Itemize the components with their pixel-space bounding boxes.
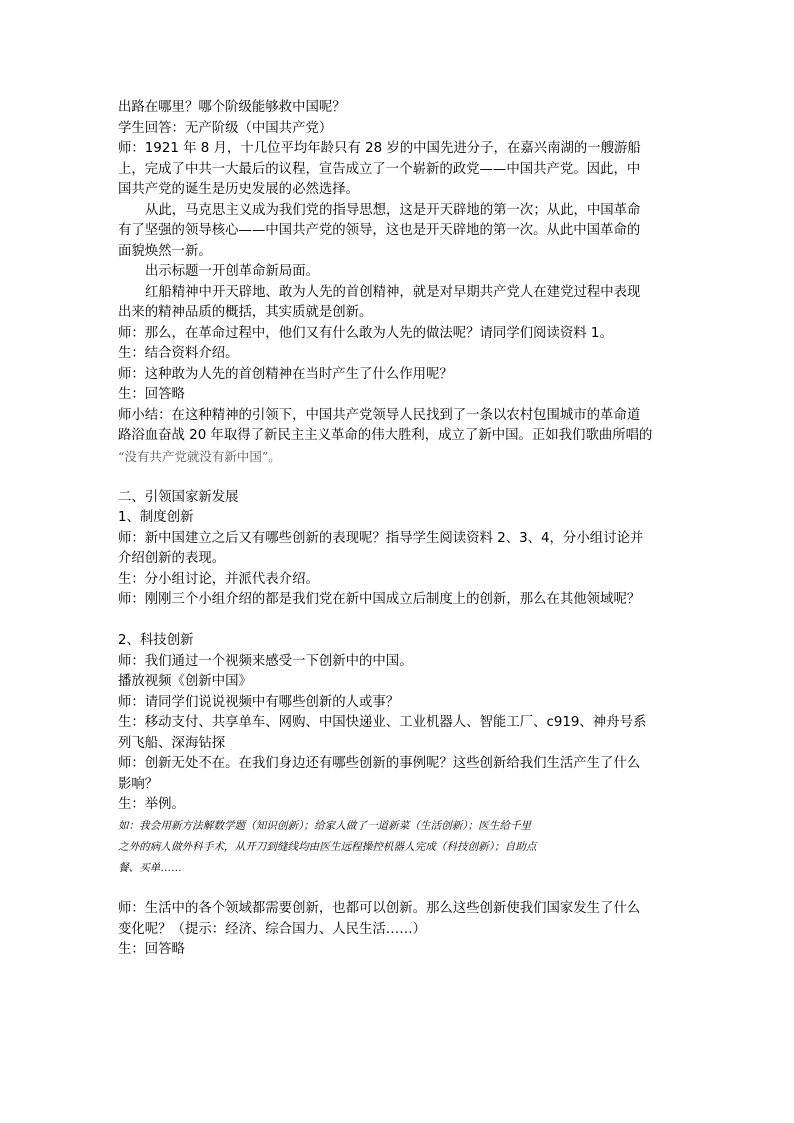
- text-line: 介绍创新的表现。: [118, 551, 226, 566]
- text-line: 师：新中国建立之后又有哪些创新的表现呢？指导学生阅读资料 2、3、4，分小组讨论并: [118, 530, 644, 546]
- text-line: 师：1921 年 8 月，十几位平均年龄只有 28 岁的中国先进分子，在嘉兴南湖的一艘游船: [118, 141, 641, 156]
- text-line: 学生回答：无产阶级（中国共产党）: [118, 120, 333, 136]
- text-line: 从此，马克思主义成为我们党的指导思想，这是开天辟地的第一次；从此，中国革命: [145, 202, 641, 218]
- text-line: 师：那么，在革命过程中，他们又有什么敢为人先的做法呢？请同学们阅读资料 1。: [118, 325, 613, 341]
- subsection-heading: 2、科技创新: [118, 633, 194, 648]
- text-line: 生：举例。: [118, 797, 185, 812]
- text-line: 有了坚强的领导核心——中国共产党的领导，这也是开天辟地的第一次。从此中国革命的: [118, 223, 641, 238]
- text-line: 播放视频《创新中国》: [118, 674, 252, 689]
- text-line: 师：生活中的各个领域都需要创新，也都可以创新。那么这些创新使我们国家发生了什么: [118, 901, 641, 916]
- text-line: 生：回答略: [118, 942, 185, 957]
- text-line: 上，完成了中共一大最后的议程，宣告成立了一个崭新的政党——中国共产党。因此，中: [118, 161, 641, 177]
- text-line: 师：这种敢为人先的首创精神在当时产生了什么作用呢？: [118, 366, 453, 382]
- example-line: 餐、买单……: [118, 861, 182, 874]
- text-line: 变化呢？（提示：经济、综合国力、人民生活……）: [118, 921, 426, 937]
- text-line: 师小结：在这种精神的引领下，中国共产党领导人民找到了一条以农村包围城市的革命道: [118, 407, 641, 423]
- text-line: 面貌焕然一新。: [118, 243, 212, 259]
- text-line: 师：我们通过一个视频来感受一下创新中的中国。: [118, 653, 413, 669]
- text-line: 列飞船、深海钻探: [118, 735, 226, 751]
- text-line: 出路在哪里？哪个阶级能够救中国呢？: [118, 100, 346, 115]
- text-line: 红船精神中开天辟地、敢为人先的首创精神，就是对早期共产党人在建党过程中表现: [145, 284, 641, 300]
- text-line: 生：分小组讨论，并派代表介绍。: [118, 571, 319, 587]
- text-line: 师：创新无处不在。在我们身边还有哪些创新的事例呢？这些创新给我们生活产生了什么: [118, 756, 641, 771]
- subsection-heading: 1、制度创新: [118, 510, 194, 525]
- text-line: 生：回答略: [118, 387, 185, 402]
- document-body: [118, 98, 678, 961]
- text-line: 出示标题一开创革命新局面。: [145, 264, 320, 279]
- example-line: 如：我会用新方法解数学题（知识创新）；给家人做了一道新菜（生活创新）；医生给千里: [118, 819, 532, 832]
- text-line: 生：移动支付、共享单车、网购、中国快递业、工业机器人、智能工厂、c919、神舟号系: [118, 715, 647, 730]
- blank-line: [118, 879, 678, 900]
- quote-line: “没有共产党就没有新中国”。: [118, 448, 281, 464]
- text-line: 国共产党的诞生是历史发展的必然选择。: [118, 182, 360, 197]
- text-line: 师：刚刚三个小组介绍的都是我们党在新中国成立后制度上的创新，那么在其他领域呢？: [118, 592, 641, 607]
- text-line: 路浴血奋战 20 年取得了新民主主义革命的伟大胜利，成立了新中国。正如我们歌曲所唱的: [118, 428, 653, 443]
- text-line: 师：请同学们说说视频中有哪些创新的人或事？: [118, 694, 400, 710]
- blank-line: [118, 611, 678, 632]
- text-line: 影响？: [118, 776, 159, 792]
- text-line: 生：结合资料介绍。: [118, 346, 239, 361]
- blank-line: [118, 467, 678, 488]
- example-line: 之外的病人做外科手术，从开刀到缝线均由医生远程操控机器人完成（科技创新）；自助点: [118, 840, 537, 853]
- section-heading: 二、引领国家新发展: [118, 489, 239, 505]
- text-line: 出来的精神品质的概括，其实质就是创新。: [118, 305, 373, 320]
